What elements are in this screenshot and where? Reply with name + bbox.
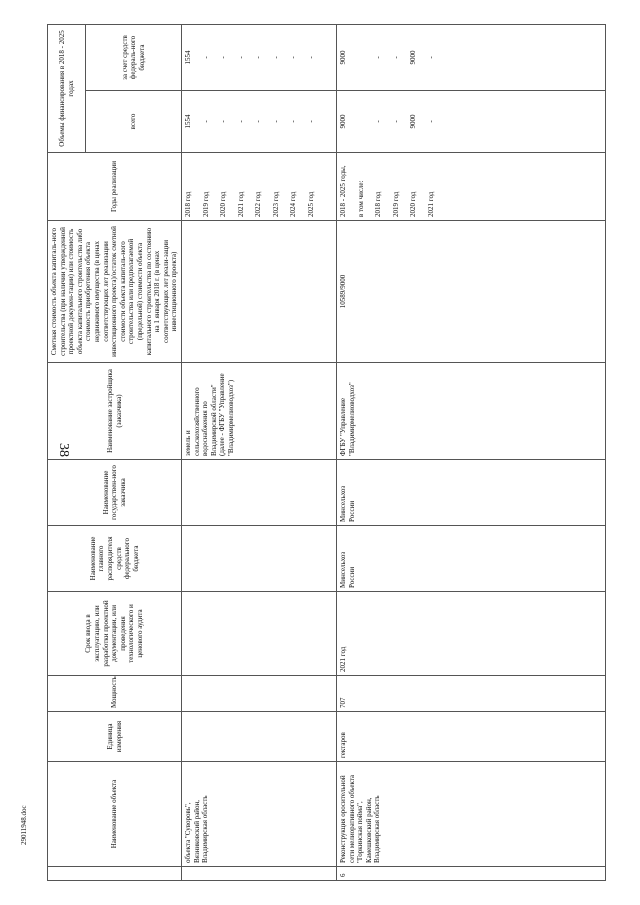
capacity-value: 707 [337,676,606,712]
unit-value: гектаров [337,712,606,762]
object-name: объекта "Суворовь", Вязниковский район, Владимирская область [182,762,337,867]
header-main-manager: Наименование главного распорядителя средств федерального бюджета [48,526,182,592]
total-values: 9000 - - 9000 - [337,91,606,153]
header-years: Годы реализации [48,153,182,221]
deadline-value: 2021 год [337,592,606,676]
developer-name: земель и сельскохозяйственного водоснабжения по Владимирской области" (далее - ФГБУ "Управление "Владимирмелиоводхоз") [182,363,337,460]
total-values: 1554 - - - - - - - [182,91,337,153]
header-developer: Наименование застройщика (заказчика) [48,363,182,460]
row-number: 6 [337,867,606,881]
header-total: всего [86,91,182,153]
table-row [182,25,337,881]
header-num [48,867,182,881]
document-id: 29011948.doc [20,805,28,845]
main-manager-value: Минсельхоз России [337,526,606,592]
header-funding: Объемы финансирования в 2018 - 2025 годах [48,25,86,153]
investment-objects-table [47,24,606,881]
federal-values: 1554 - - - - - - - [182,25,337,91]
federal-values: 9000 - - 9000 - [337,25,606,91]
header-unit: Единица измерения [48,712,182,762]
header-capacity: Мощность [48,676,182,712]
years-list: 2018 - 2025 годы, в том числе: 2018 год 2019 год 2020 год 2021 год [337,153,606,221]
header-customer: Наименование государствен-ного заказчика [48,460,182,526]
customer-value: Минсельхоз России [337,460,606,526]
developer-name: ФГБУ "Управление "Владимирмелиоводхоз" [337,363,606,460]
page-number: 38 [56,443,71,457]
cost-value: 10589/9000 [337,221,606,363]
header-name: Наименование объекта [48,762,182,867]
years-list: 2018 год 2019 год 2020 год 2021 год 2022 год 2023 год 2024 год 2025 год [182,153,337,221]
header-cost: Сметная стоимость объекта капиталь-ного строительства (при наличии утвержденной проектной докумен-тации) или стоимость объекта капитального строительства либо стоимость приобретения объекта недвижимого имущества (в ценах соответствующих лет реализации инвестиционного проекта)/остаток сметной стоимости объекта капиталь-ного строительства или предполагаемой (предельной) стоимости объекта капитального строительства по состоянию на 1 января 2018 г. (в ценах соответствующих лет реали-зации инвестиционного проекта) [48,221,182,363]
table-row [337,25,606,881]
object-name: Реконструкция оросительной сети мелиоративного объекта "Горкинская пойма", Камешковский район, Владимирская область [337,762,606,867]
header-federal: за счет средств федераль-ного бюджета [86,25,182,91]
table-frame [47,25,606,881]
rotated-table-container [47,25,606,881]
header-deadline: Срок ввода в эксплуатацию, или разработки проектной документации, или проведения технологического и ценового аудита [48,592,182,676]
